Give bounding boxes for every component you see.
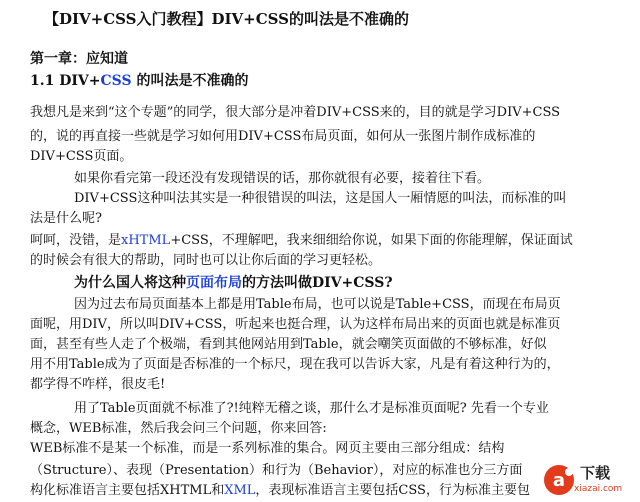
svg-text:a: a [552,470,566,491]
paragraph-line: 的，说的再直接一些就是学习如何用DIV+CSS布局页面，如何从一张图片制作成标准的 [30,129,536,144]
subheading [74,274,620,292]
paragraph-line: DIV+CSS这种叫法其实是一种很错误的叫法，这是国人一厢情愿的叫法，而标准的叫 [74,191,567,206]
paragraph-line: 的时候会有很大的帮助，同时也可以让你后面的学习更轻松。 [30,253,382,268]
watermark-url: xiazai.com [574,484,623,494]
text-run: 呵呵，没错，是 [30,233,122,248]
paragraph-line: 我想凡是来到“这个专题”的同学，很大部分是冲着DIV+CSS来的，目的就是学习DIV+CSS [30,105,561,120]
paragraph-line: DIV+CSS页面。 [30,149,133,164]
xhtml-link[interactable]: xHTML [121,233,171,248]
paragraph-line: WEB标准不是某一个标准，而是一系列标准的集合。网页主要由三部分组成：结构 [30,441,505,456]
watermark-brand: 下载 [580,464,611,482]
page-layout-link[interactable]: 页面布局 [186,275,242,291]
paragraph-line: 用不用Table成为了页面是否标准的一个标尺，现在我可以告诉大家，凡是有着这种行为的， [30,357,560,372]
text-run: ，表现标准语言主要包括CSS，行为标准主要包 [255,483,530,498]
paragraph-line [30,482,623,500]
paragraph-line: 面，甚至有些人走了个极端，看到其他网站用到Table，就会嘲笑页面做的不够标准，好似 [30,337,547,352]
paragraph-line: 因为过去布局页面基本上都是用Table布局，也可以说是Table+CSS，而现在布局页 [74,297,561,312]
download-logo-icon [542,463,576,497]
paragraph-line: 面呢，用DIV，所以叫DIV+CSS，听起来也挺合理，认为这样布局出来的页面也就是标准页 [30,317,561,332]
section-heading [30,70,248,90]
doc-title: 【DIV+CSS入门教程】DIV+CSS的叫法是不准确的 [44,10,410,28]
section-css-link[interactable]: CSS [100,73,132,89]
text-run: +CSS，不理解吧，我来细细给你说，如果下面的你能理解，保证面试 [170,233,573,248]
xml-link[interactable]: XML [224,483,256,498]
text-run: 构化标准语言主要包括XHTML和 [30,483,225,498]
section-prefix: 1.1 DIV+ [30,73,101,89]
watermark-logo [540,460,632,500]
paragraph-line: 都学得不咋样，很皮毛! [30,377,166,392]
paragraph-line [30,232,620,250]
paragraph-line: 用了Table页面就不标准了?!纯粹无稽之谈，那什么才是标准页面呢? 先看一个专业 [74,401,549,416]
paragraph-line: （Structure）、表现（Presentation）和行为（Behavior），对应的标准也分三方面 [30,463,523,478]
section-suffix: 的叫法是不准确的 [131,73,249,89]
text-run: 的方法叫做DIV+CSS? [242,275,393,291]
text-run: 为什么国人将这种 [74,275,186,291]
paragraph-line: 法是什么呢? [30,211,102,226]
chapter-heading: 第一章：应知道 [30,51,128,67]
paragraph-line: 如果你看完第一段还没有发现错误的话，那你就很有必要，接着往下看。 [74,171,491,186]
paragraph-line: 概念，WEB标准，然后我会问三个问题，你来回答: [30,421,327,436]
